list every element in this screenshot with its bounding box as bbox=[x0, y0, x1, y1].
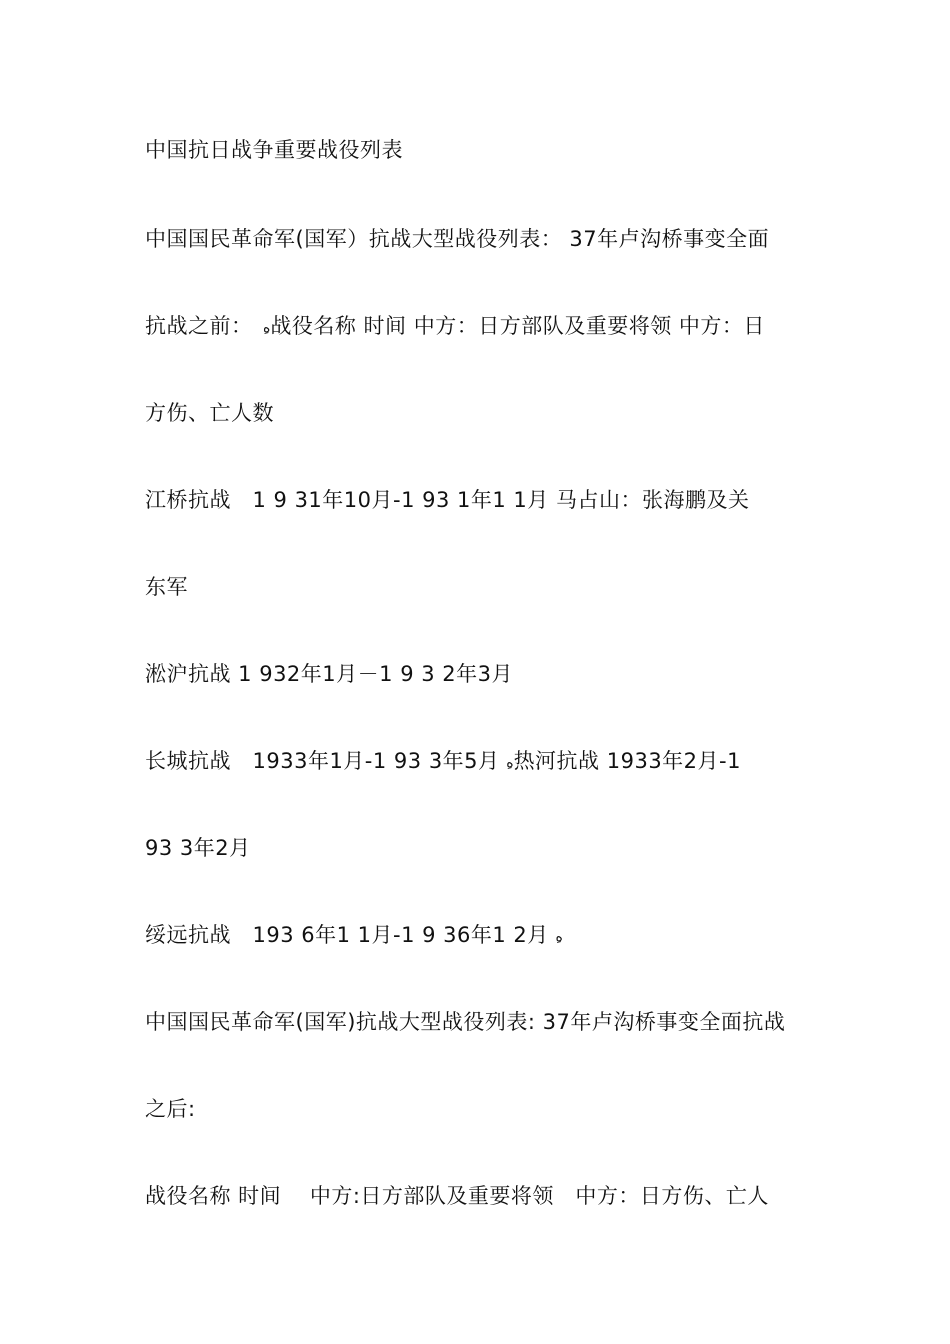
paragraph-line: 江桥抗战 1 9 31年10月-1 93 1年1 1月 马占山：张海鹏及关 bbox=[145, 488, 750, 512]
paragraph-line bbox=[145, 921, 563, 951]
paragraph-line bbox=[145, 312, 765, 342]
paragraph-line: 淞沪抗战 1 932年1月－1 9 3 2年3月 bbox=[145, 662, 513, 686]
paragraph-text: 长城抗战 1933年1月-1 93 3年5月 bbox=[145, 749, 507, 773]
paragraph-text: 热河抗战 1933年2月-1 bbox=[513, 749, 741, 773]
paragraph-line: 战役名称 时间 中方:日方部队及重要将领 中方：日方伤、亡人 bbox=[145, 1184, 769, 1208]
paragraph-line bbox=[145, 747, 741, 777]
paragraph-text: 战役名称 时间 中方：日方部队及重要将领 中方：日 bbox=[270, 314, 765, 338]
paragraph-line: 之后: bbox=[145, 1097, 196, 1121]
stray-glyph: ِه bbox=[263, 320, 271, 336]
paragraph-text: 抗战之前： bbox=[145, 314, 242, 338]
paragraph-line: 中国国民革命军(国军)抗战大型战役列表: 37年卢沟桥事变全面抗战 bbox=[145, 1010, 786, 1034]
paragraph-line: 东军 bbox=[145, 575, 188, 599]
paragraph-line: 中国国民革命军(国军）抗战大型战役列表： 37年卢沟桥事变全面 bbox=[145, 227, 770, 251]
paragraph-text: 绥远抗战 193 6年1 1月-1 9 36年1 2月 bbox=[145, 923, 556, 947]
stray-glyph: ِه bbox=[555, 929, 563, 945]
document-title: 中国抗日战争重要战役列表 bbox=[145, 138, 403, 162]
paragraph-line: 93 3年2月 bbox=[145, 836, 251, 860]
paragraph-line: 方伤、亡人数 bbox=[145, 401, 274, 425]
stray-glyph: ِه bbox=[506, 755, 514, 771]
